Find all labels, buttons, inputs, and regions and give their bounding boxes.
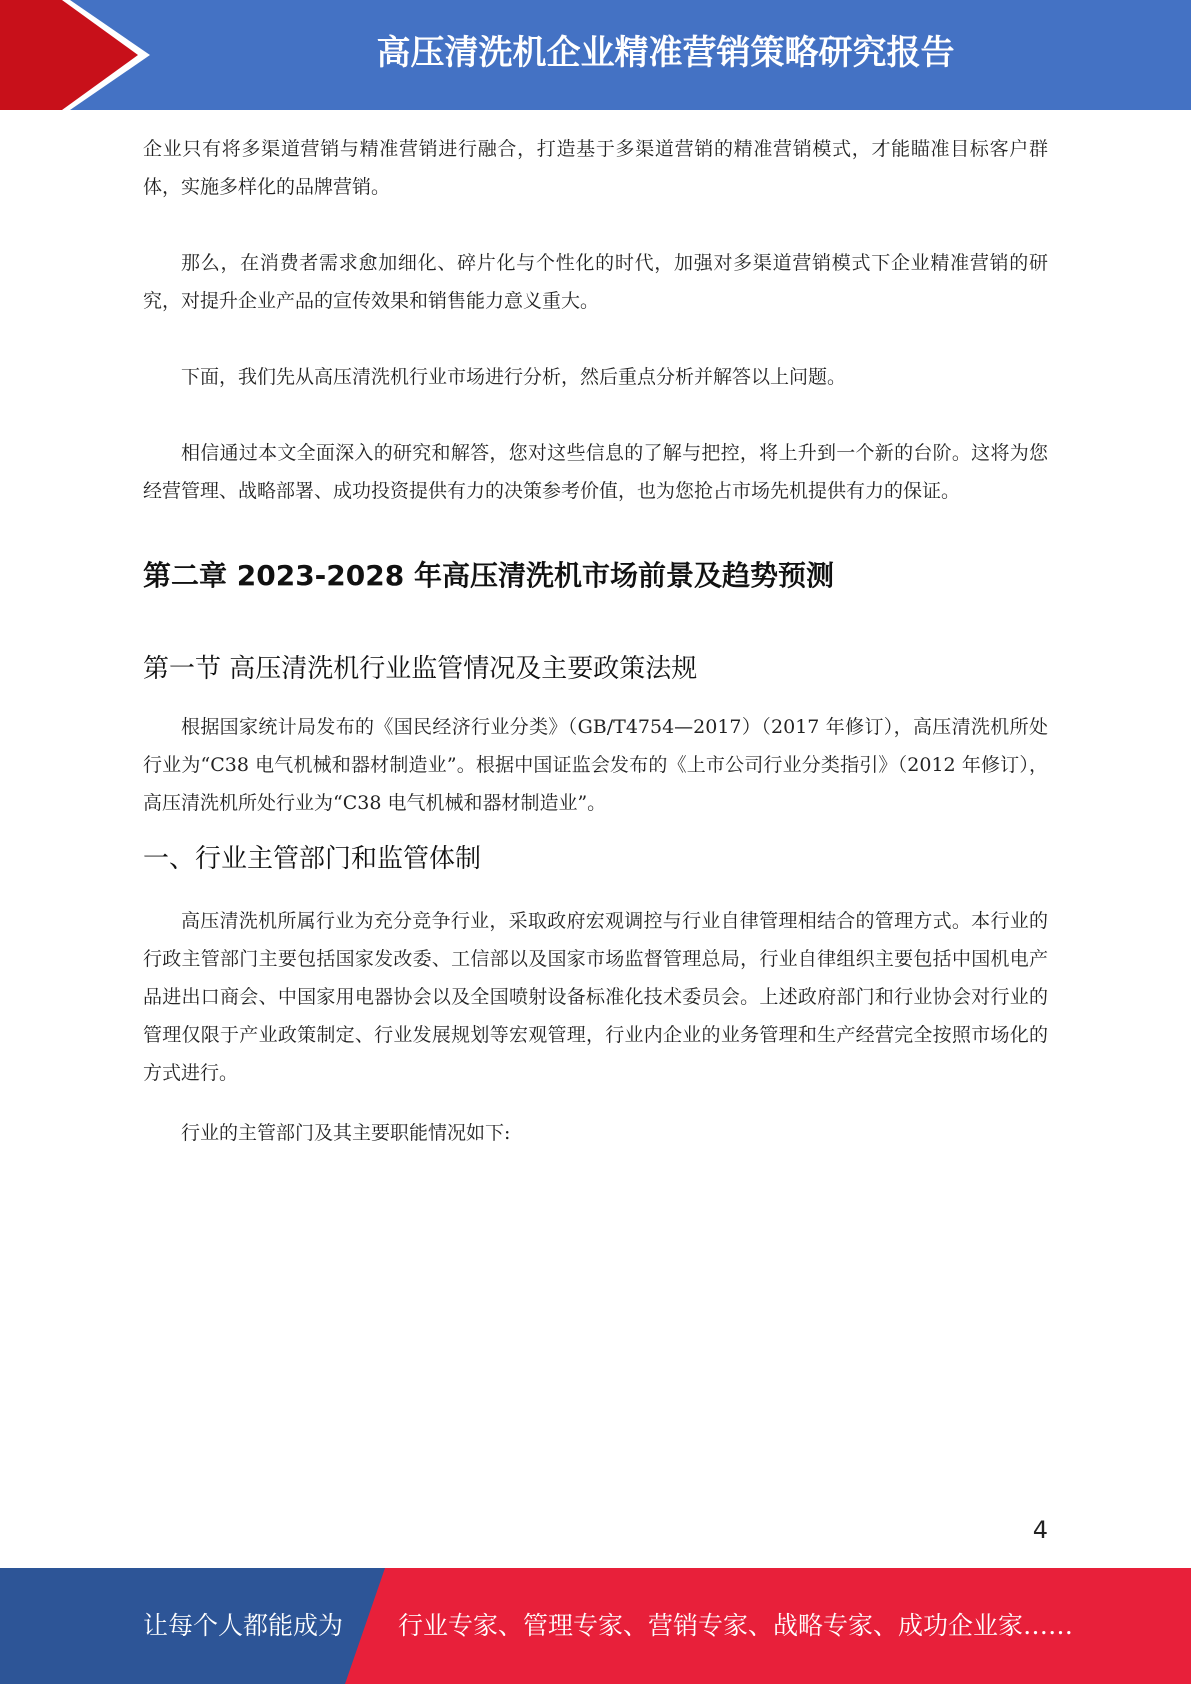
footer-slogan-right: 行业专家、管理专家、营销专家、战略专家、成功企业家…… xyxy=(398,1611,1074,1640)
paragraph: 高压清洗机所属行业为充分竞争行业，采取政府宏观调控与行业自律管理相结合的管理方式。本行业的行政主管部门主要包括国家发改委、工信部以及国家市场监督管理总局，行业自律组织主要包括中国机电产品进出口商会、中国家用电器协会以及全国喷射设备标准化技术委员会。上述政府部门和行业协会对行业的管理仅限于产业政策制定、行业发展规划等宏观管理，行业内企业的业务管理和生产经营完全按照市场化的方式进行。 xyxy=(143,910,1048,1084)
subsection-heading: 一、行业主管部门和监管体制 xyxy=(143,844,482,874)
footer-slogan-left: 让每个人都能成为 xyxy=(143,1611,344,1640)
page-number: 4 xyxy=(1032,1516,1048,1544)
paragraph: 行业的主管部门及其主要职能情况如下: xyxy=(181,1122,511,1144)
paragraph: 企业只有将多渠道营销与精准营销进行融合，打造基于多渠道营销的精准营销模式，才能瞄准目标客户群体，实施多样化的品牌营销。 xyxy=(143,138,1048,198)
page-content xyxy=(143,130,1048,1152)
header-bar xyxy=(0,0,1191,110)
paragraph: 相信通过本文全面深入的研究和解答，您对这些信息的了解与把控，将上升到一个新的台阶。这将为您经营管理、战略部署、成功投资提供有力的决策参考价值，也为您抢占市场先机提供有力的保证。 xyxy=(143,442,1048,502)
footer-bar xyxy=(0,1568,1191,1684)
chapter-heading: 第二章 2023-2028 年高压清洗机市场前景及趋势预测 xyxy=(143,559,834,592)
report-title: 高压清洗机企业精准营销策略研究报告 xyxy=(376,33,955,73)
section-heading: 第一节 高压清洗机行业监管情况及主要政策法规 xyxy=(143,654,698,684)
header-arrow-icon xyxy=(0,0,160,110)
paragraph: 根据国家统计局发布的《国民经济行业分类》（GB/T4754—2017）（2017 年修订），高压清洗机所处行业为“C38 电气机械和器材制造业”。根据中国证监会发布的《上市公司行业分类指引》（2012 年修订），高压清洗机所处行业为“C38 电气机械和器材制造业”。 xyxy=(143,716,1048,814)
paragraph: 那么，在消费者需求愈加细化、碎片化与个性化的时代，加强对多渠道营销模式下企业精准营销的研究，对提升企业产品的宣传效果和销售能力意义重大。 xyxy=(143,252,1048,312)
paragraph: 下面，我们先从高压清洗机行业市场进行分析，然后重点分析并解答以上问题。 xyxy=(181,366,847,388)
